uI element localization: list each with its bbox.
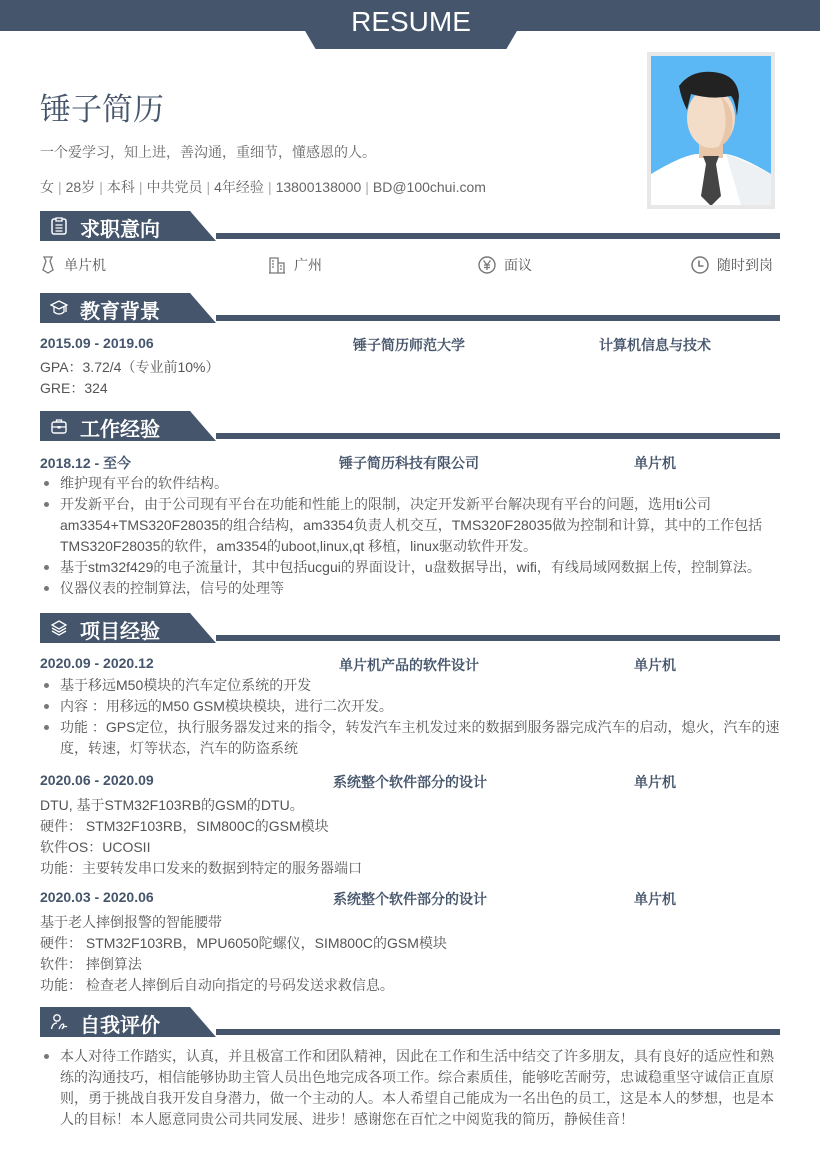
project-period: 2020.09 - 2020.12 [40, 655, 154, 671]
section-header-self-eval [40, 1007, 780, 1037]
intent-position [40, 255, 106, 275]
degree: 本科 [106, 179, 135, 195]
section-title: 工作经验 [80, 419, 160, 441]
intent-label: 面议 [504, 257, 532, 273]
work-bullets [40, 473, 780, 599]
experience: 4年经验 [214, 179, 264, 195]
section-header-intent [40, 211, 780, 241]
project-line: 功能：主要转发串口发来的数据到特定的服务器端口 [40, 860, 362, 876]
section-header-education [40, 293, 780, 323]
avatar [647, 52, 775, 209]
project-period: 2020.03 - 2020.06 [40, 889, 154, 905]
project-line: 功能： 检查老人摔倒后自动向指定的号码发送求救信息。 [40, 977, 394, 993]
list-item: 内容 ：用移远的M50 GSM模块模块，进行二次开发。 [40, 696, 780, 717]
intent-label: 单片机 [64, 257, 106, 273]
project-line: 基于老人摔倒报警的智能腰带 [40, 914, 222, 930]
user-edit-icon [50, 1013, 68, 1031]
edu-gre: GRE：324 [40, 380, 108, 396]
intent-availability [691, 255, 773, 275]
project-role: 单片机 [634, 774, 676, 790]
section-header-work [40, 411, 780, 441]
graduation-cap-icon [50, 299, 68, 317]
motto: 一个爱学习，知上进，善沟通，重细节，懂感恩的人。 [40, 144, 376, 160]
project-period: 2020.06 - 2020.09 [40, 772, 154, 788]
email[interactable]: BD@100chui.com [372, 179, 486, 195]
gender: 女 [40, 179, 54, 195]
intent-label: 随时到岗 [717, 257, 773, 273]
clipboard-icon [50, 217, 68, 235]
intent-salary [478, 255, 532, 275]
project-line: 硬件： STM32F103RB，SIM800C的GSM模块 [40, 818, 329, 834]
age: 28岁 [65, 179, 96, 195]
work-company: 锤子简历科技有限公司 [339, 455, 479, 471]
building-icon [268, 256, 286, 274]
candidate-name: 锤子简历 [40, 92, 164, 127]
project-line: 软件OS：UCOSII [40, 839, 151, 855]
project-role: 单片机 [634, 891, 676, 907]
project-line: 软件： 摔倒算法 [40, 956, 142, 972]
list-item: 开发新平台，由于公司现有平台在功能和性能上的限制，决定开发新平台解决现有平台的问题，选用ti公司am3354+TMS320F28035的组合结构，am3354负责人机交互，TMS320F28035做为控制和计算，其中的工作包括TMS320F28035的软件，am3354的uboot,linux,qt 移植，linux驱动软件开发。 [40, 494, 780, 557]
banner-title: RESUME [351, 6, 471, 37]
list-item: 仪器仪表的控制算法，信号的处理等 [40, 578, 780, 599]
section-title: 自我评价 [80, 1015, 160, 1037]
work-period: 2018.12 - 至今 [40, 455, 132, 471]
edu-period: 2015.09 - 2019.06 [40, 335, 154, 351]
edu-major: 计算机信息与技术 [599, 337, 711, 353]
section-title: 教育背景 [80, 301, 160, 323]
self-eval-bullets [40, 1046, 780, 1130]
tie-icon [40, 256, 56, 274]
yen-icon [478, 256, 496, 274]
project-name: 单片机产品的软件设计 [339, 657, 479, 673]
project-line: DTU, 基于STM32F103RB的GSM的DTU。 [40, 797, 304, 813]
list-item: 基于移远M50模块的汽车定位系统的开发 [40, 675, 780, 696]
project-name: 系统整个软件部分的设计 [333, 774, 487, 790]
clock-icon [691, 256, 709, 274]
intent-label: 广州 [294, 257, 322, 273]
briefcase-icon [50, 417, 68, 435]
list-item: 基于stm32f429的电子流量计，其中包括ucgui的界面设计，u盘数据导出，wifi，有线局域网数据上传，控制算法。 [40, 557, 780, 578]
intent-city [268, 255, 322, 275]
work-role: 单片机 [634, 455, 676, 471]
project-bullets [40, 675, 780, 759]
basic-info: 女 | 28岁 | 本科 | 中共党员 | 4年经验 | 13800138000 | BD@100chui.com [40, 179, 486, 195]
project-role: 单片机 [634, 657, 676, 673]
edu-school: 锤子简历师范大学 [353, 337, 465, 353]
section-title: 项目经验 [80, 621, 160, 643]
project-name: 系统整个软件部分的设计 [333, 891, 487, 907]
project-line: 硬件： STM32F103RB，MPU6050陀螺仪，SIM800C的GSM模块 [40, 935, 447, 951]
phone: 13800138000 [275, 179, 362, 195]
politics: 中共党员 [146, 179, 203, 195]
section-header-projects [40, 613, 780, 643]
section-title: 求职意向 [80, 219, 160, 241]
edu-gpa: GPA：3.72/4（专业前10%） [40, 359, 220, 375]
list-item: 维护现有平台的软件结构。 [40, 473, 780, 494]
layers-icon [50, 619, 68, 637]
list-item: 功能 ：GPS定位，执行服务器发过来的指令，转发汽车主机发过来的数据到服务器完成汽车的启动，熄火，汽车的速度，转速，灯等状态，汽车的防盗系统 [40, 717, 780, 759]
list-item: 本人对待工作踏实，认真，并且极富工作和团队精神，因此在工作和生活中结交了许多朋友，具有良好的适应性和熟练的沟通技巧，相信能够协助主管人员出色地完成各项工作。综合素质佳，能够吃苦耐劳，忠诚稳重坚守诚信正直原则，勇于挑战自我开发自身潜力，做一个主动的人。本人希望自己能成为一名出色的员工，这是本人的梦想，也是本人的目标！本人愿意同贵公司共同发展、进步！感谢您在百忙之中阅览我的简历，静候佳音！ [40, 1046, 780, 1130]
